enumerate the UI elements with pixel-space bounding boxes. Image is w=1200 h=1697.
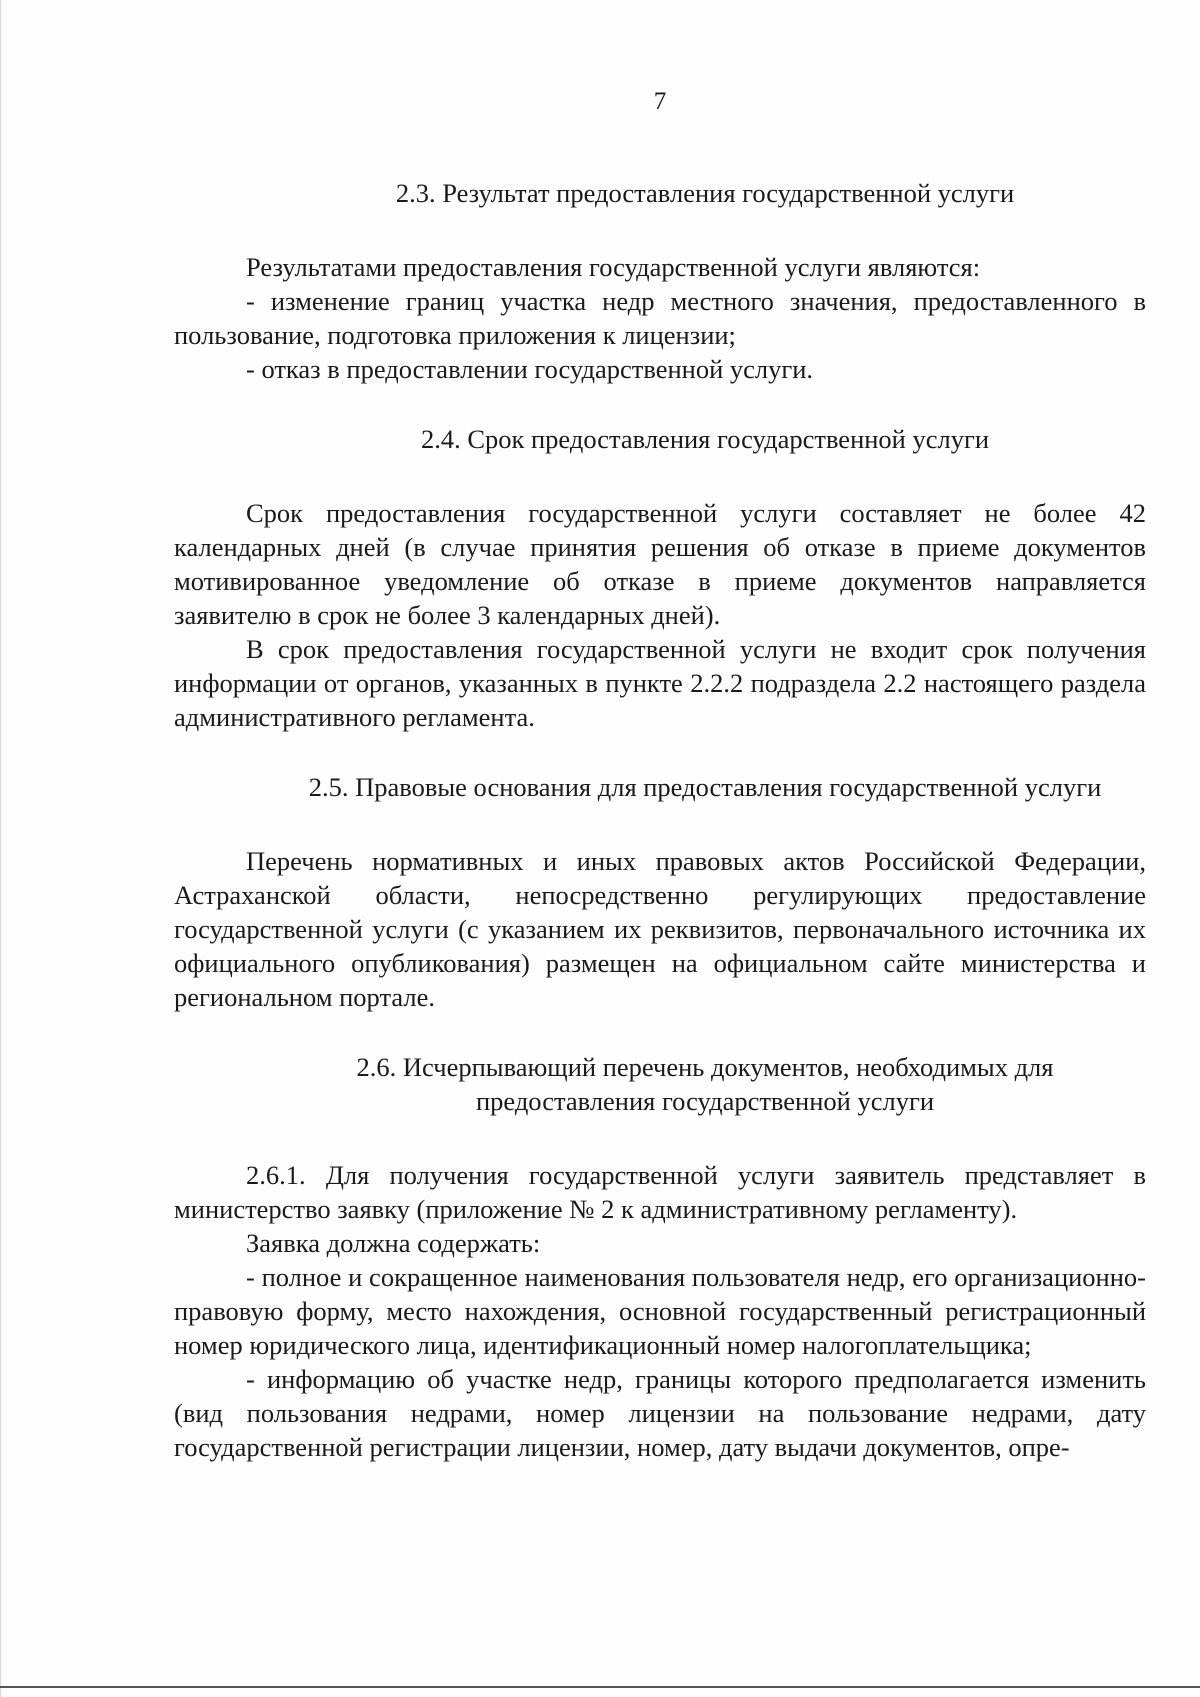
paragraph: 2.6.1. Для получения государственной услуги заявитель представляет в министерство заявку (приложение № 2 к административному регламенту). (174, 1160, 1146, 1224)
list-item: - информацию об участке недр, границы которого предполагается изменить (вид пользования недрами, номер лицензии на пользование недрами, дату государственной регистрации лицензии, номер, дату выдачи документов, опре- (174, 1364, 1146, 1462)
paragraph: Срок предоставления государственной услуги составляет не более 42 календарных дней (в случае принятия решения об отказе в приеме документов мотивированное уведомление об отказе в приеме документов направляется заявителю в срок не более 3 календарных дней). (174, 498, 1146, 630)
list-item: - изменение границ участка недр местного значения, предоставленного в пользование, подготовка приложения к лицензии; (174, 286, 1146, 350)
section-title-2-3: 2.3. Результат предоставления государственной услуги (395, 178, 1015, 208)
paragraph: Результатами предоставления государственной услуги являются: (246, 252, 981, 282)
paragraph: В срок предоставления государственной услуги не входит срок получения информации от органов, указанных в пункте 2.2.2 подраздела 2.2 настоящего раздела административного регламента. (174, 634, 1146, 732)
paragraph: Перечень нормативных и иных правовых актов Российской Федерации, Астраханской области, непосредственно регулирующих предоставление государственной услуги (с указанием их реквизитов, первоначального источника их официального опубликования) размещен на официальном сайте министерства и региональном портале. (174, 846, 1146, 1012)
list-item: - полное и сокращенное наименования пользователя недр, его организационно-правовую форму, место нахождения, основной государственный регистрационный номер юридического лица, идентификационный номер налогоплательщика; (174, 1262, 1146, 1360)
document-body (174, 176, 1146, 1464)
scan-bottom-edge (0, 1686, 1200, 1688)
list-item: - отказ в предоставлении государственной услуги. (246, 354, 814, 384)
page-number: 7 (653, 88, 667, 115)
section-title-2-6: 2.6. Исчерпывающий перечень документов, необходимых для предоставления государственной услуги (356, 1052, 1054, 1116)
paragraph: Заявка должна содержать: (246, 1228, 541, 1258)
scan-edge (0, 0, 1, 1697)
section-title-2-4: 2.4. Срок предоставления государственной услуги (420, 424, 990, 454)
section-title-2-5: 2.5. Правовые основания для предоставления государственной услуги (308, 772, 1102, 802)
